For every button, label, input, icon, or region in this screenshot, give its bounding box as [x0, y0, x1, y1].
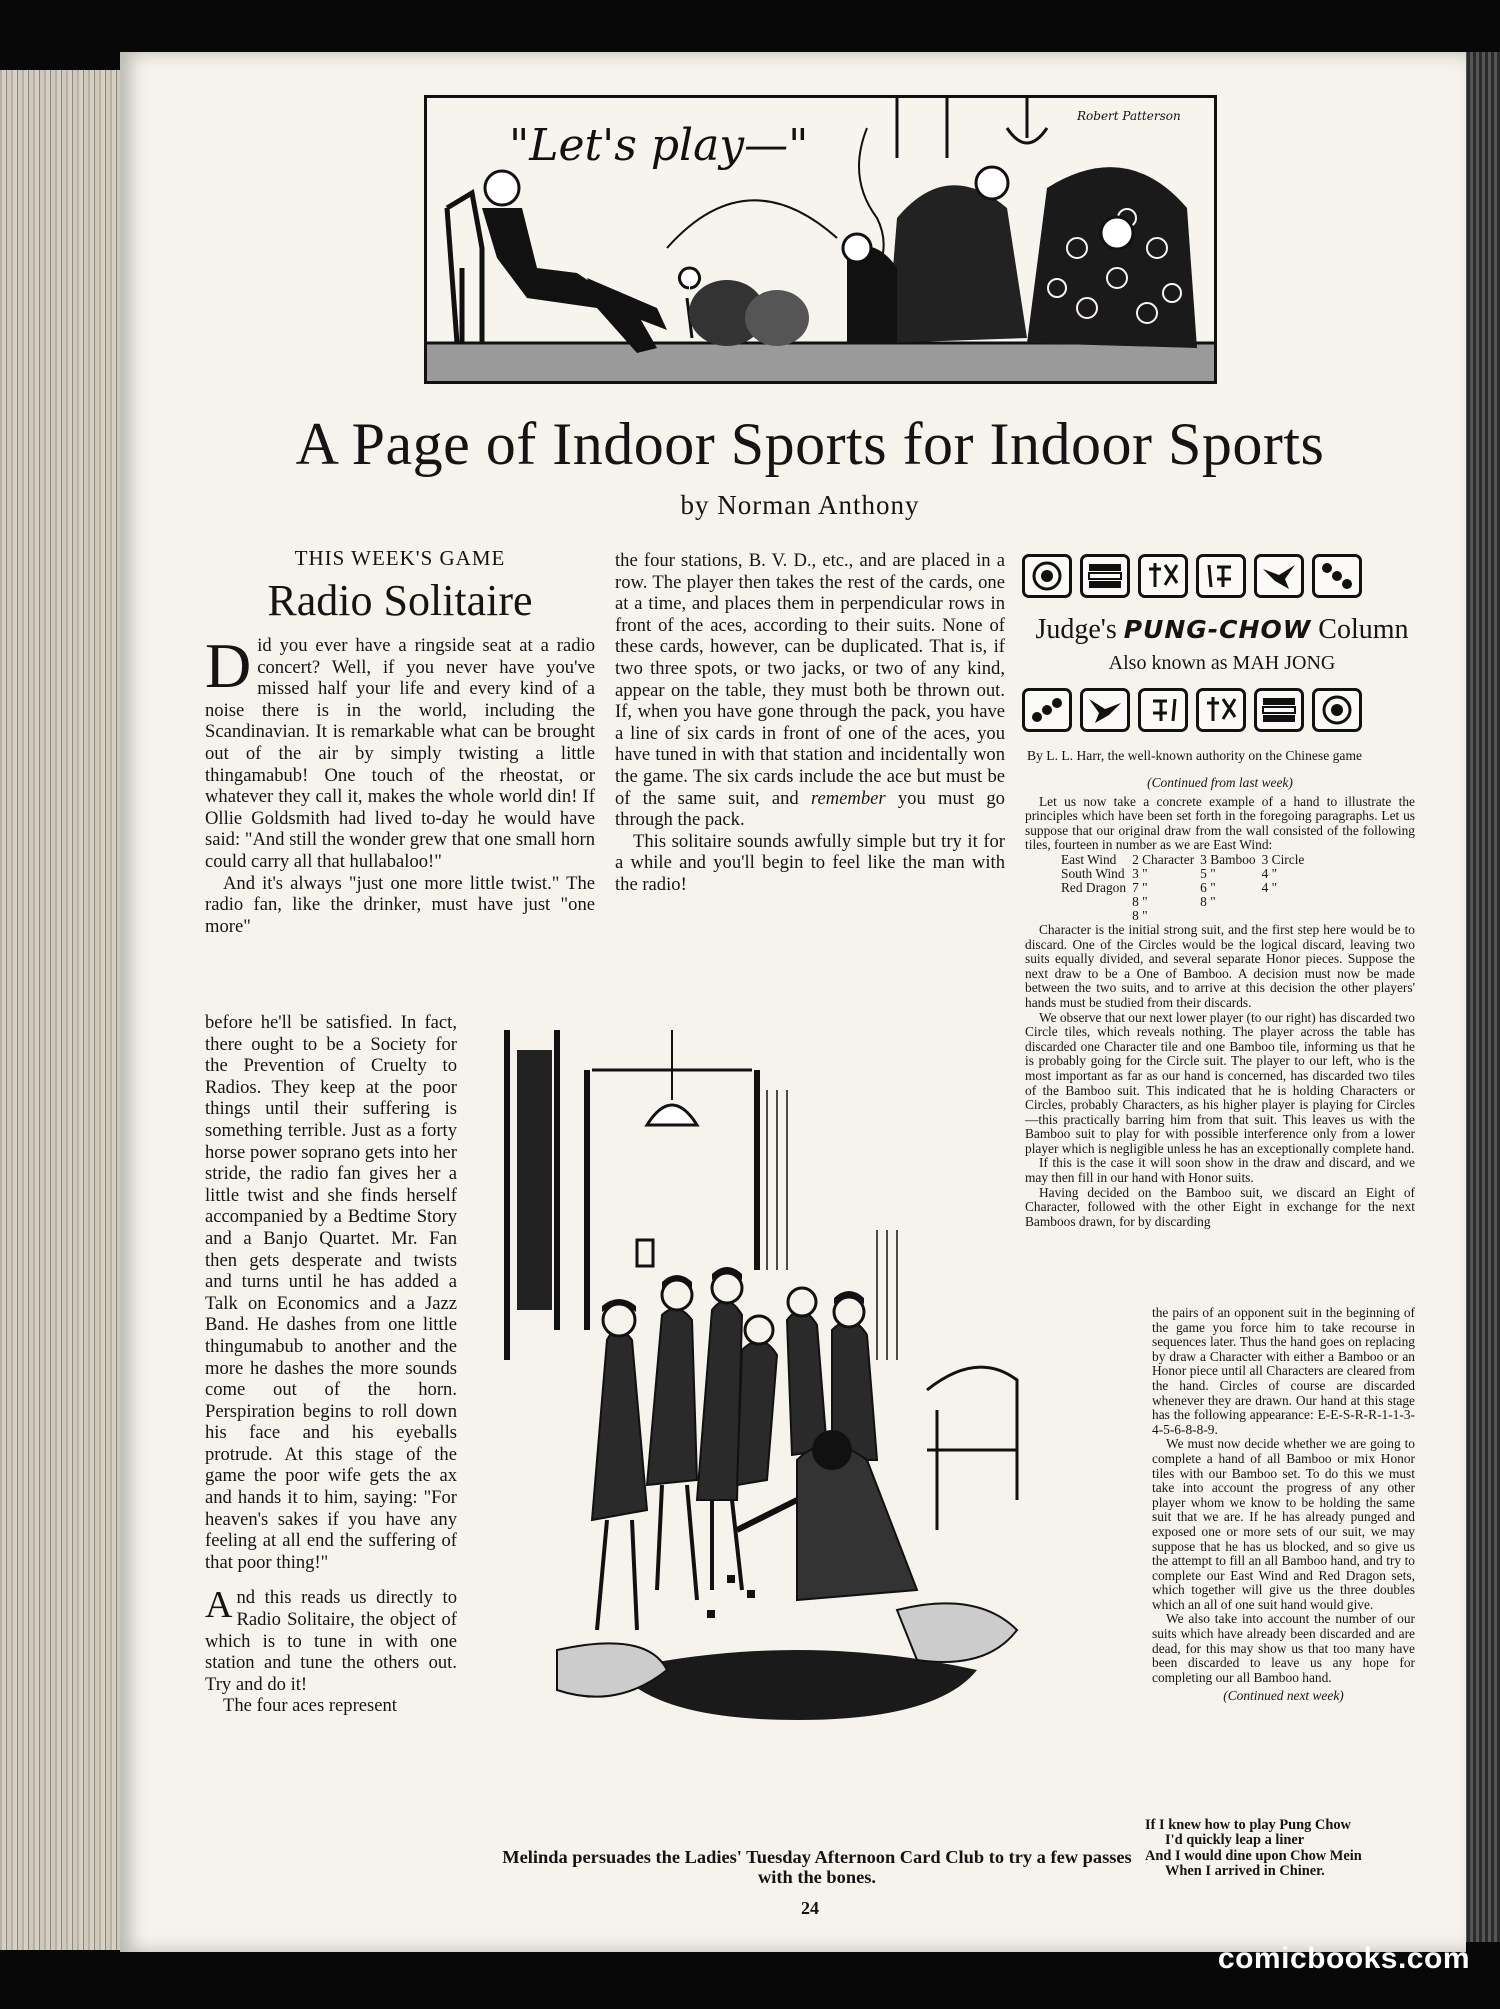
headline: A Page of Indoor Sports for Indoor Sports	[295, 411, 1325, 477]
watermark: comicbooks.com	[1217, 1942, 1470, 1975]
article-column-2	[615, 550, 1005, 896]
paragraph: This solitaire sounds awfully simple but try it for a while and you'll begin to feel like the man with the radio!	[615, 830, 1005, 895]
header-illustration	[424, 95, 1217, 384]
paragraph: Having decided on the Bamboo suit, we discard an Eight of Character, followed with the other Eight in exchange for the next Bamboos drawn, for by discarding	[1025, 1184, 1415, 1229]
article-column-1-top	[205, 630, 595, 937]
bamboo-tile-icon	[1254, 688, 1304, 732]
continued-next: (Continued next week)	[1223, 1688, 1344, 1704]
book-right-edge	[1464, 52, 1500, 1942]
wind-tile-icon	[1138, 688, 1188, 732]
paragraph: Character is the initial strong suit, and the first step here would be to discard. One of the Circles would be the logical discard, leaving two suits equally divided, and several separate Honor pieces. Suppose the next draw to be a One of Bamboo. A decision must now be made between the two suits, and to arrive at this decision the other players' hands must be studied from their discards.	[1025, 921, 1415, 1010]
paragraph: We observe that our next lower player (to our right) has discarded two Circle tiles, which reveals nothing. The player across the table has discarded one Character tile and one Bamboo tile, informing us that he is probably going for the Circle suit. The player to our left, who is the most important as far as our hand is concerned, has discarded two tiles of the Bamboo suit. This indicated that he is holding Characters or Circles, probably Characters, as his higher player is playing for Circles—this practically barring him from that suit. This leaves us with the Bamboo suit to play for with possible interference only from a lower player which is negligible unless he has an exceptionally complete hand.	[1025, 1009, 1415, 1156]
character-tile-icon	[1196, 688, 1246, 732]
wind-tile-icon	[1196, 554, 1246, 598]
paragraph: before he'll be satisfied. In fact, there ought to be a Society for the Prevention of Cruelty to Radios. They keep at the poor things until their suffering is something terrible. Just as a forty horse power soprano gets into her stride, the radio fan gives her a little twist and she finds herself accompanied by a Bedtime Story and a Banjo Quartet. Mr. Fan then gets desperate and twists and turns until he has added a Talk on Economics and a Jazz Band. He dashes from one little thingumabub to another and the more he dashes the more sounds come out of the horn. Perspiration begins to roll down his face and his eyeballs protrude. At this stage of the game the poor wife gets the ax and hands it to him, saying: "For heaven's sakes if you have any feeling at all end the suffering of that poor thing!"	[205, 1012, 457, 1573]
page-number: 24	[801, 1898, 819, 1918]
circle-tile-icon	[1022, 554, 1072, 598]
drop-cap: A	[205, 1584, 233, 1627]
dots-tile-icon	[1022, 688, 1072, 732]
illustration-caption: Melinda persuades the Ladies' Tuesday Afternoon Card Club to try a few passes with the bones.	[502, 1847, 1132, 1887]
header-caption: "Let's play—"	[509, 120, 809, 171]
also-known-as: Also known as MAH JONG	[1108, 652, 1336, 674]
table-row: 8 " 8 "	[1132, 893, 1216, 909]
paragraph: We also take into account the number of our suits which have already been discarded and are dead, for this may show us that too many have been discarded to leave us any hope for completing our all Bamboo hand.	[1152, 1611, 1415, 1685]
card-club-drawing	[497, 1030, 1097, 1730]
pung-chow-text-bottom	[1152, 1306, 1415, 1704]
bird-tile-icon	[1254, 554, 1304, 598]
tile-row-bottom	[1022, 688, 1362, 732]
intro-paragraph: Did you ever have a ringside seat at a radio concert? Well, if you never have you've missed half your life and every kind of a noise there is in the world, including the Scandinavian. It is remarkable what can be brought out of the air by simply twisting a little thingamabub! One touch of the rheostat, or whatever they call it, makes the whole world din! If Ollie Goldsmith had lived to-day he would have said: "And still the wonder grew that one small horn could carry all that hullabaloo!"	[205, 630, 595, 872]
bamboo-tile-icon	[1080, 554, 1130, 598]
pung-chow-brand: PUNG-CHOW	[1123, 615, 1312, 644]
paragraph: And it's always "just one more little twist." The radio fan, like the drinker, must have just "one more"	[205, 872, 595, 937]
continued-from: (Continued from last week)	[1147, 775, 1293, 790]
article-column-1-narrow	[205, 1012, 457, 1717]
book-binding-edge	[0, 70, 122, 1950]
header-drawing	[427, 98, 1214, 381]
paragraph: Let us now take a concrete example of a hand to illustrate the principles which have been set forth in the foregoing paragraphs. Let us suppose that our original draw from the wall consisted of the following tiles, fourteen in number as we are East Wind:	[1025, 793, 1415, 853]
bird-tile-icon	[1080, 688, 1130, 732]
artist-signature: Robert Patterson	[1077, 109, 1181, 123]
table-row: South Wind 3 " 5 " 4 "	[1061, 865, 1278, 881]
tiles-table	[1061, 853, 1310, 923]
pung-chow-text-top	[1025, 776, 1415, 1229]
paragraph: the four stations, B. V. D., etc., and are placed in a row. The player then takes the rest of the cards, one at a time, and places them in perpendicular rows in front of the aces, according to their suits. None of these cards, however, can be duplicated. That is, if two three spots, or two jacks, or two of any kind, appear on the table, they must both be thrown out. If, when you have gone through the pack, you have a line of six cards in front of one of the aces, you have tuned in with that station and incidentally won the game. The six cards include the ace but must be of the same suit, and remember you must go through the pack.	[615, 550, 1005, 831]
drop-cap: D	[205, 630, 252, 701]
character-tile-icon	[1138, 554, 1188, 598]
paragraph: And this reads us directly to Radio Solitaire, the object of which is to tune in with one station and tune the others out. Try and do it!	[205, 1584, 457, 1695]
paragraph: the pairs of an opponent suit in the beginning of the game you force him to take recourse in sequences later. Thus the hand goes on replacing by draw a Character with either a Bamboo or an Honor piece until all Characters are cleared from the hand. Circles of course are discarded whenever they are drawn. Our hand at this stage has the following appearance: E-E-S-R-R-1-1-3-4-5-6-8-8-9.	[1152, 1305, 1415, 1437]
card-club-illustration	[497, 1030, 1097, 1730]
kicker: THIS WEEK'S GAME	[294, 546, 506, 570]
paragraph: We must now decide whether we are going to complete a hand of all Bamboo or mix Honor tiles with our Bamboo set. To do this we must take into account the progress of any other player whom we know to be holding the same suit that we are. If he has already punged and exposed one or more sets of our suit, we may suppose that he has us blocked, and so give us the attempt to fill an all Bamboo hand, and try to complete our East Wind and Red Dragon sets, which together will give us the three doubles which an all of one suit hand would give.	[1152, 1436, 1415, 1612]
table-row: East Wind 2 Character 3 Bamboo 3 Circle	[1061, 851, 1305, 867]
tile-row-top	[1022, 554, 1362, 598]
byline: by Norman Anthony	[680, 490, 920, 520]
game-title: Radio Solitaire	[267, 576, 533, 625]
table-row: Red Dragon 7 " 6 " 4 "	[1061, 879, 1278, 895]
dots-tile-icon	[1312, 554, 1362, 598]
paragraph: The four aces represent	[223, 1695, 397, 1717]
table-row: 8 "	[1132, 907, 1148, 923]
paragraph: If this is the case it will soon show in the draw and discard, and we may then fill in our hand with Honor suits.	[1025, 1155, 1415, 1186]
article-header	[205, 546, 595, 636]
circle-tile-icon	[1312, 688, 1362, 732]
author-credit: By L. L. Harr, the well-known authority on the Chinese game	[1027, 748, 1363, 763]
pung-chow-poem: If I knew how to play Pung Chow I'd quickly leap a liner And I would dine upon Chow Mein When I arrived in Chiner.	[1145, 1817, 1362, 1880]
pung-chow-column-title: Judge's PUNG-CHOW Column	[1035, 614, 1409, 645]
